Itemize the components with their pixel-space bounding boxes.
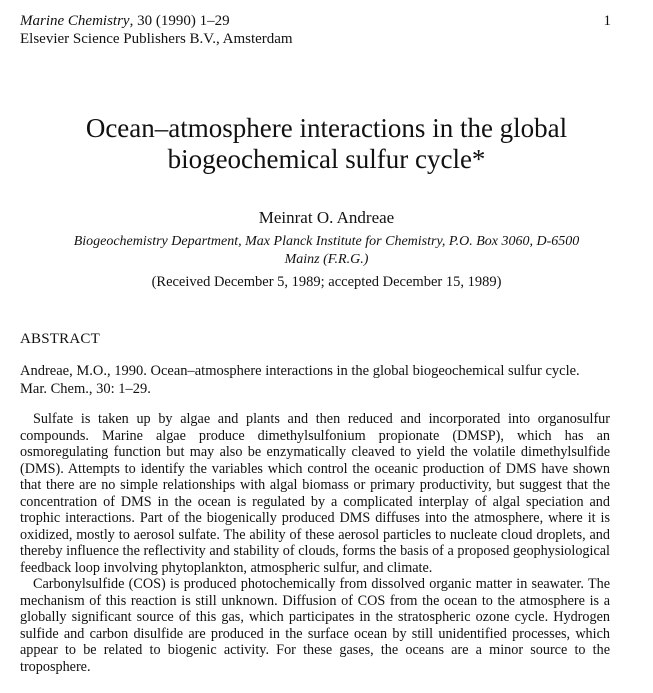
journal-header [20,12,293,48]
abstract-paragraph: Carbonylsulfide (COS) is produced photochemically from dissolved organic matter in seawater. The mechanism of this reaction is still unknown. Diffusion of COS from the ocean to the atmosphere is a globally significant source of this gas, which participates in the stratospheric ozone cycle. Hydrogen sulfide and carbon disulfide are produced in the surface ocean by still unidentified processes, which appear to be related to biogenic activity. For these gases, the oceans are a minor source to the troposphere. [20,576,610,675]
journal-name: Marine Chemistry [20,13,130,29]
publisher-line: Elsevier Science Publishers B.V., Amsterdam [20,31,293,47]
author-name: Meinrat O. Andreae [258,208,395,227]
abstract-citation: Andreae, M.O., 1990. Ocean–atmosphere interactions in the global biogeochemical sulfur cycle. Mar. Chem., 30: 1–29. [20,363,580,397]
abstract-paragraph: Sulfate is taken up by algae and plants and then reduced and incorporated into organosulfur compounds. Marine algae produce dimethylsulfonium propionate (DMSP), which has an osmoregulating function but may also be enzymatically cleaved to yield the volatile dimethylsulfide (DMS). Attempts to identify the variables which control the oceanic production of DMS have shown that there are no simple relationships with algal biomass or primary productivity, but suggest that the concentration of DMS in the ocean is regulated by a complicated interplay of algal speciation and trophic interactions. Part of the biogenically produced DMS diffuses into the atmosphere, where it is oxidized, mostly to aerosol sulfate. The ability of these aerosol particles to nucleate cloud droplets, and thereby influence the reflectivity and stability of clouds, forms the basis of a proposed geophysiological feedback loop involving phytoplankton, atmospheric sulfur, and climate. [20,411,610,576]
article-title [0,113,653,175]
title-line-1: Ocean–atmosphere interactions in the global [85,113,568,143]
received-accepted-dates: (Received December 5, 1989; accepted December 15, 1989) [151,274,502,290]
journal-citation-line [20,12,293,30]
abstract-body [20,411,610,675]
author-affiliation: Biogeochemistry Department, Max Planck Institute for Chemistry, P.O. Box 3060, D-6500 Mainz (F.R.G.) [73,234,580,267]
title-line-2: biogeochemical sulfur cycle* [167,144,486,174]
volume-pages: , 30 (1990) 1–29 [129,13,230,29]
page-number: 1 [603,13,611,29]
abstract-heading: ABSTRACT [20,331,100,347]
